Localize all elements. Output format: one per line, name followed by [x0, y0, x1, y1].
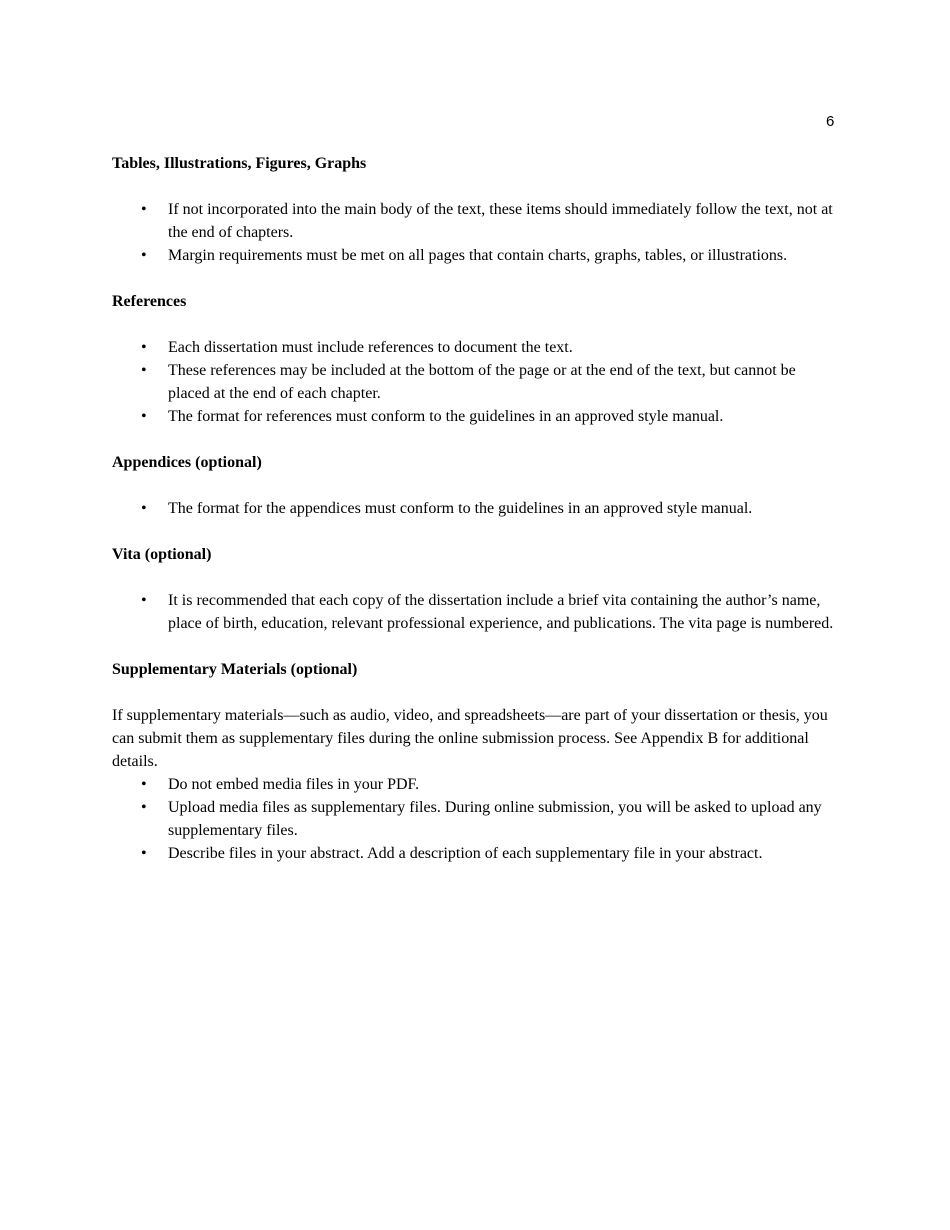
- bullet-icon: •: [141, 592, 147, 609]
- list-item: [112, 405, 840, 428]
- list-item-text: These references may be included at the bottom of the page or at the end of the text, but cannot be placed at the end of each chapter.: [168, 362, 796, 402]
- list-item: [112, 796, 840, 842]
- list-item: [112, 359, 840, 405]
- bullet-icon: •: [141, 247, 147, 264]
- list-item: [112, 244, 840, 267]
- list-item-text: Upload media files as supplementary files. During online submission, you will be asked to upload any supplementary files.: [168, 799, 822, 839]
- bullet-list-references: [112, 336, 840, 428]
- bullet-icon: •: [141, 845, 147, 862]
- list-item-text: Do not embed media files in your PDF.: [168, 776, 420, 793]
- supplementary-paragraph: If supplementary materials—such as audio, video, and spreadsheets—are part of your dissertation or thesis, you can submit them as supplementary files during the online submission process. See Appendix B for additional details.: [112, 707, 828, 770]
- bullet-icon: •: [141, 500, 147, 517]
- bullet-icon: •: [141, 362, 147, 379]
- list-item-text: If not incorporated into the main body of the text, these items should immediately follow the text, not at the end of chapters.: [168, 201, 833, 241]
- section-heading-supplementary: Supplementary Materials (optional): [112, 661, 358, 678]
- section-heading-tables: Tables, Illustrations, Figures, Graphs: [112, 155, 367, 172]
- list-item: [112, 497, 840, 520]
- list-item: [112, 589, 840, 635]
- page-number: 6: [826, 113, 835, 130]
- bullet-icon: •: [141, 799, 147, 816]
- bullet-icon: •: [141, 201, 147, 218]
- bullet-list-supplementary: [112, 773, 840, 865]
- bullet-list-appendices: [112, 497, 840, 520]
- bullet-icon: •: [141, 339, 147, 356]
- list-item-text: The format for the appendices must conform to the guidelines in an approved style manual.: [168, 500, 753, 517]
- list-item: [112, 773, 840, 796]
- bullet-list-vita: [112, 589, 840, 635]
- list-item: [112, 198, 840, 244]
- bullet-icon: •: [141, 408, 147, 425]
- list-item-text: Margin requirements must be met on all pages that contain charts, graphs, tables, or illustrations.: [168, 247, 788, 264]
- bullet-icon: •: [141, 776, 147, 793]
- list-item-text: Each dissertation must include references to document the text.: [168, 339, 573, 356]
- list-item-text: It is recommended that each copy of the dissertation include a brief vita containing the author’s name, place of birth, education, relevant professional experience, and publications. The vita page is numbered.: [168, 592, 834, 632]
- list-item-text: Describe files in your abstract. Add a description of each supplementary file in your abstract.: [168, 845, 763, 862]
- bullet-list-tables: [112, 198, 840, 267]
- section-heading-references: References: [112, 293, 187, 310]
- document-body: [112, 152, 840, 888]
- list-item: [112, 842, 840, 865]
- section-heading-vita: Vita (optional): [112, 546, 212, 563]
- list-item: [112, 336, 840, 359]
- section-heading-appendices: Appendices (optional): [112, 454, 262, 471]
- list-item-text: The format for references must conform to the guidelines in an approved style manual.: [168, 408, 724, 425]
